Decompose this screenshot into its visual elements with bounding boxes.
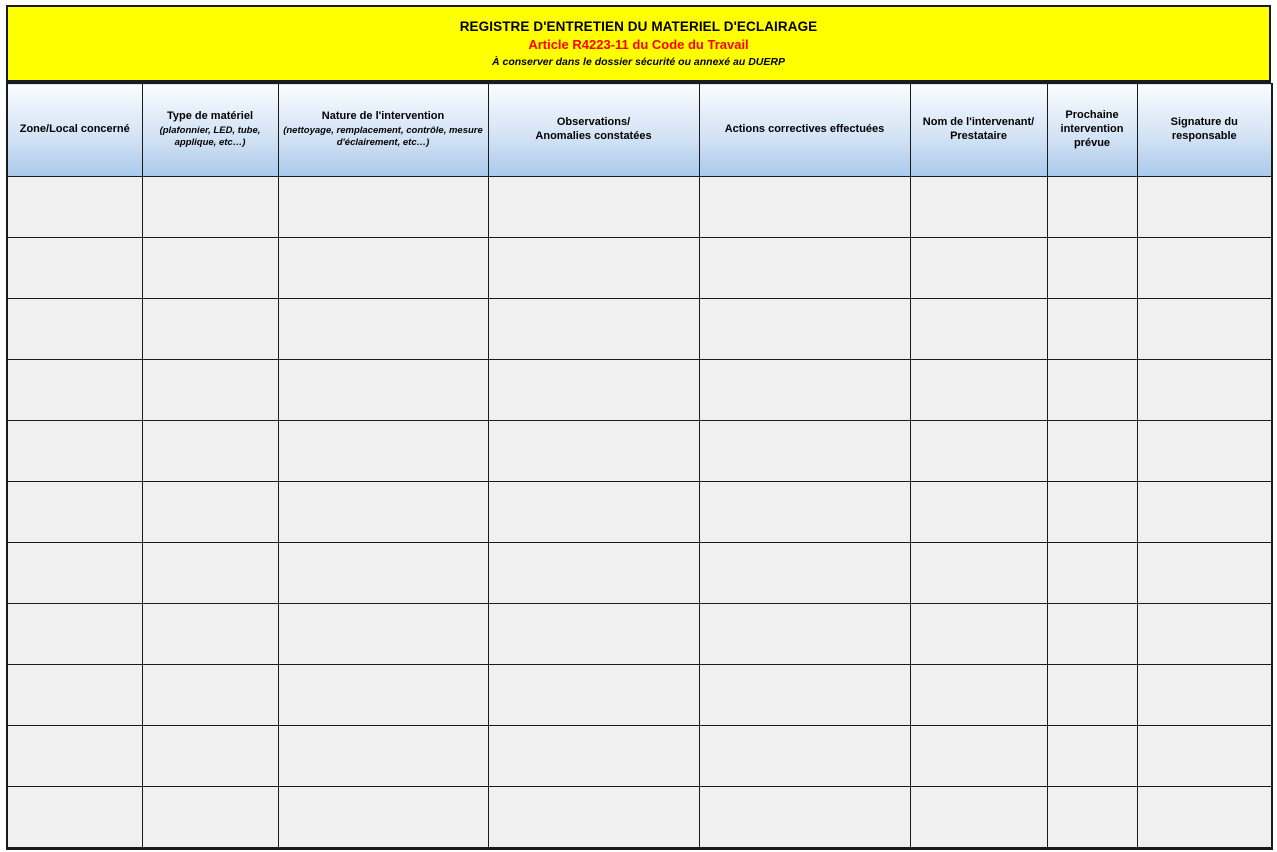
entry-cell[interactable] [699, 482, 910, 543]
entry-cell[interactable] [7, 238, 142, 299]
entry-cell[interactable] [488, 726, 699, 787]
column-header-1 [142, 84, 278, 177]
entry-cell[interactable] [1047, 787, 1137, 849]
entry-cell[interactable] [1137, 238, 1272, 299]
entry-cell[interactable] [142, 421, 278, 482]
entry-cell[interactable] [1137, 604, 1272, 665]
column-header-2 [278, 84, 488, 177]
entry-cell[interactable] [7, 421, 142, 482]
entry-cell[interactable] [1047, 238, 1137, 299]
entry-cell[interactable] [488, 177, 699, 238]
entry-cell[interactable] [7, 604, 142, 665]
document-note: À conserver dans le dossier sécurité ou annexé au DUERP [492, 55, 785, 68]
entry-cell[interactable] [1047, 299, 1137, 360]
column-header-label: Observations/ Anomalies constatées [535, 116, 652, 142]
table-row [7, 421, 1272, 482]
entry-cell[interactable] [699, 665, 910, 726]
document-banner [6, 5, 1271, 83]
column-header-label: Zone/Local concerné [19, 123, 130, 136]
entry-cell[interactable] [910, 360, 1047, 421]
entry-cell[interactable] [7, 360, 142, 421]
entry-cell[interactable] [1137, 665, 1272, 726]
column-header-3 [488, 84, 699, 177]
entry-cell[interactable] [488, 787, 699, 849]
entry-cell[interactable] [1047, 177, 1137, 238]
entry-cell[interactable] [1047, 604, 1137, 665]
entry-cell[interactable] [278, 421, 488, 482]
entry-cell[interactable] [278, 238, 488, 299]
table-row [7, 787, 1272, 849]
entry-cell[interactable] [910, 726, 1047, 787]
table-header [7, 84, 1272, 177]
entry-cell[interactable] [910, 604, 1047, 665]
entry-cell[interactable] [142, 238, 278, 299]
entry-cell[interactable] [1137, 787, 1272, 849]
entry-cell[interactable] [488, 482, 699, 543]
entry-cell[interactable] [278, 726, 488, 787]
entry-cell[interactable] [1047, 482, 1137, 543]
entry-cell[interactable] [278, 360, 488, 421]
entry-cell[interactable] [7, 177, 142, 238]
entry-cell[interactable] [7, 787, 142, 849]
entry-cell[interactable] [699, 238, 910, 299]
table-row [7, 238, 1272, 299]
table-body [7, 177, 1272, 849]
entry-cell[interactable] [278, 299, 488, 360]
entry-cell[interactable] [699, 604, 910, 665]
entry-cell[interactable] [142, 299, 278, 360]
entry-cell[interactable] [7, 482, 142, 543]
entry-cell[interactable] [488, 421, 699, 482]
entry-cell[interactable] [142, 543, 278, 604]
column-header-label: Prochaine intervention prévue [1060, 109, 1124, 149]
column-header-0 [7, 84, 142, 177]
entry-cell[interactable] [142, 360, 278, 421]
entry-cell[interactable] [278, 177, 488, 238]
entry-cell[interactable] [1047, 360, 1137, 421]
entry-cell[interactable] [1047, 421, 1137, 482]
entry-cell[interactable] [1137, 482, 1272, 543]
column-header-6 [1047, 84, 1137, 177]
column-header-label: Nature de l'intervention [321, 110, 445, 123]
entry-cell[interactable] [699, 726, 910, 787]
entry-cell[interactable] [1047, 543, 1137, 604]
entry-cell[interactable] [142, 787, 278, 849]
table-row [7, 543, 1272, 604]
entry-cell[interactable] [142, 726, 278, 787]
entry-cell[interactable] [488, 665, 699, 726]
entry-cell[interactable] [1137, 543, 1272, 604]
entry-cell[interactable] [910, 299, 1047, 360]
column-header-7 [1137, 84, 1272, 177]
entry-cell[interactable] [278, 482, 488, 543]
entry-cell[interactable] [910, 421, 1047, 482]
column-header-5 [910, 84, 1047, 177]
entry-cell[interactable] [7, 665, 142, 726]
entry-cell[interactable] [1047, 726, 1137, 787]
entry-cell[interactable] [910, 787, 1047, 849]
column-header-hint: (plafonnier, LED, tube, applique, etc…) [159, 125, 261, 149]
entry-cell[interactable] [488, 238, 699, 299]
entry-cell[interactable] [1137, 177, 1272, 238]
entry-cell[interactable] [910, 238, 1047, 299]
column-header-4 [699, 84, 910, 177]
table-row [7, 299, 1272, 360]
entry-cell[interactable] [488, 543, 699, 604]
entry-cell[interactable] [142, 482, 278, 543]
entry-cell[interactable] [699, 421, 910, 482]
entry-cell[interactable] [7, 726, 142, 787]
table-row [7, 665, 1272, 726]
table-row [7, 177, 1272, 238]
entry-cell[interactable] [910, 177, 1047, 238]
table-row [7, 360, 1272, 421]
maintenance-register-table [6, 83, 1273, 850]
entry-cell[interactable] [699, 787, 910, 849]
entry-cell[interactable] [910, 665, 1047, 726]
table-row [7, 604, 1272, 665]
entry-cell[interactable] [142, 604, 278, 665]
column-header-label: Signature du responsable [1170, 116, 1238, 142]
entry-cell[interactable] [142, 177, 278, 238]
entry-cell[interactable] [699, 299, 910, 360]
column-header-label: Type de matériel [167, 110, 253, 123]
table-row [7, 726, 1272, 787]
entry-cell[interactable] [7, 299, 142, 360]
entry-cell[interactable] [910, 482, 1047, 543]
entry-cell[interactable] [1137, 360, 1272, 421]
document-title: REGISTRE D'ENTRETIEN DU MATERIEL D'ECLAIRAGE [459, 19, 818, 35]
entry-cell[interactable] [278, 665, 488, 726]
table-row [7, 482, 1272, 543]
entry-cell[interactable] [278, 787, 488, 849]
legal-article-reference: Article R4223-11 du Code du Travail [528, 36, 749, 52]
entry-cell[interactable] [699, 543, 910, 604]
entry-cell[interactable] [1047, 665, 1137, 726]
entry-cell[interactable] [488, 360, 699, 421]
entry-cell[interactable] [488, 604, 699, 665]
entry-cell[interactable] [278, 604, 488, 665]
entry-cell[interactable] [910, 543, 1047, 604]
entry-cell[interactable] [1137, 726, 1272, 787]
entry-cell[interactable] [1137, 421, 1272, 482]
entry-cell[interactable] [699, 177, 910, 238]
entry-cell[interactable] [7, 543, 142, 604]
column-header-hint: (nettoyage, remplacement, contrôle, mesure d'éclairement, etc…) [283, 125, 483, 149]
entry-cell[interactable] [1137, 299, 1272, 360]
column-header-label: Nom de l'intervenant/ Prestataire [922, 116, 1035, 142]
entry-cell[interactable] [278, 543, 488, 604]
table-header-row [7, 84, 1272, 177]
entry-cell[interactable] [142, 665, 278, 726]
entry-cell[interactable] [488, 299, 699, 360]
column-header-label: Actions correctives effectuées [724, 123, 885, 136]
entry-cell[interactable] [699, 360, 910, 421]
